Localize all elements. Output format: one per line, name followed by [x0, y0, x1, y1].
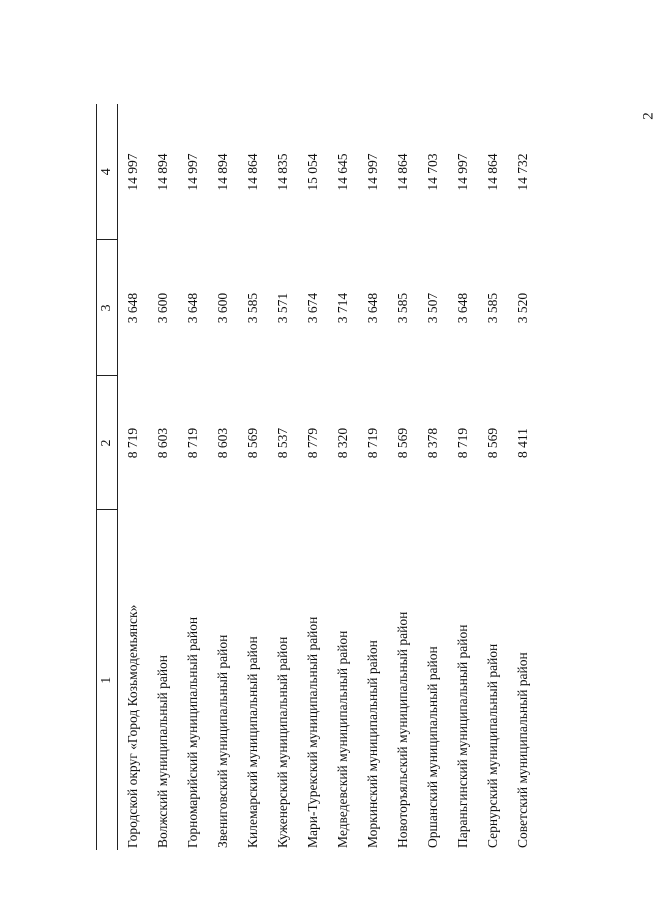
table-row [358, 104, 388, 850]
municipality-name-cell: Горномарийский муниципальный район [185, 616, 200, 848]
value-cell-col4: 14 997 [455, 153, 470, 191]
municipality-name-cell: Куженерский муниципальный район [275, 636, 290, 848]
municipality-name-cell: Советский муниципальный район [515, 652, 530, 848]
value-cell-col3: 3 585 [395, 292, 410, 324]
value-cell-col3: 3 600 [155, 292, 170, 324]
value-cell-col4: 14 997 [125, 153, 140, 191]
value-cell-col4: 14 864 [245, 153, 260, 191]
value-cell-col3: 3 648 [185, 292, 200, 324]
table-header [97, 104, 118, 850]
municipality-name-cell: Городской округ «Город Козьмодемьянск» [125, 604, 140, 848]
rotated-table-container [96, 104, 554, 850]
municipality-name-cell: Параньгинский муниципальный район [455, 624, 470, 848]
value-cell-col2: 8 320 [335, 427, 350, 459]
value-cell-col2: 8 719 [365, 427, 380, 459]
value-cell-col2: 8 569 [485, 427, 500, 459]
table-row [268, 104, 298, 850]
municipality-name-cell: Новоторъяльский муниципальный район [395, 611, 410, 848]
municipality-name-cell: Килемарский муниципальный район [245, 636, 260, 848]
value-cell-col3: 3 571 [275, 292, 290, 324]
value-cell-col4: 14 864 [395, 153, 410, 191]
value-cell-col2: 8 569 [395, 427, 410, 459]
value-cell-col2: 8 719 [125, 427, 140, 459]
value-cell-col4: 14 894 [215, 153, 230, 191]
value-cell-col4: 14 645 [335, 153, 350, 191]
municipality-name-cell: Звениговский муниципальный район [215, 634, 230, 848]
value-cell-col4: 14 894 [155, 153, 170, 191]
value-cell-col3: 3 648 [125, 292, 140, 324]
table-row [478, 104, 508, 850]
value-cell-col3: 3 520 [515, 292, 530, 324]
table-body [118, 104, 539, 850]
table-row [208, 104, 238, 850]
value-cell-col2: 8 569 [245, 427, 260, 459]
value-cell-col2: 8 719 [455, 427, 470, 459]
value-cell-col4: 14 997 [365, 153, 380, 191]
table-row [178, 104, 208, 850]
value-cell-col2: 8 378 [425, 427, 440, 459]
table-row [118, 104, 149, 850]
municipality-name-cell: Волжский муниципальный район [155, 654, 170, 848]
value-cell-col2: 8 603 [155, 427, 170, 459]
value-cell-col3: 3 648 [365, 292, 380, 324]
value-cell-col4: 14 835 [275, 153, 290, 191]
column-header-4: 4 [97, 104, 118, 240]
column-header-3: 3 [97, 240, 118, 376]
municipality-name-cell: Оршанский муниципальный район [425, 646, 440, 848]
municipality-name-cell: Сернурский муниципальный район [485, 643, 500, 848]
page-number: 2 [640, 112, 657, 120]
value-cell-col2: 8 603 [215, 427, 230, 459]
table-row [448, 104, 478, 850]
value-cell-col4: 14 864 [485, 153, 500, 191]
municipality-name-cell: Моркинский муниципальный район [365, 640, 380, 848]
column-header-2: 2 [97, 376, 118, 510]
value-cell-col3: 3 585 [485, 292, 500, 324]
data-table [96, 104, 538, 850]
value-cell-col2: 8 779 [305, 427, 320, 459]
table-row [388, 104, 418, 850]
table-row [298, 104, 328, 850]
value-cell-col3: 3 714 [335, 292, 350, 324]
table-row [418, 104, 448, 850]
municipality-name-cell: Мари-Турекский муниципальный район [305, 616, 320, 848]
value-cell-col3: 3 585 [245, 292, 260, 324]
value-cell-col2: 8 719 [185, 427, 200, 459]
table-row [148, 104, 178, 850]
column-header-1: 1 [97, 510, 118, 850]
value-cell-col4: 14 732 [515, 153, 530, 191]
municipality-name-cell: Медведевский муниципальный район [335, 630, 350, 848]
value-cell-col3: 3 600 [215, 292, 230, 324]
value-cell-col3: 3 507 [425, 292, 440, 324]
value-cell-col2: 8 537 [275, 427, 290, 459]
header-row [97, 104, 118, 850]
value-cell-col2: 8 411 [515, 428, 530, 458]
value-cell-col4: 15 054 [305, 153, 320, 191]
value-cell-col3: 3 648 [455, 292, 470, 324]
value-cell-col4: 14 703 [425, 153, 440, 191]
table-row [238, 104, 268, 850]
value-cell-col3: 3 674 [305, 292, 320, 324]
table-row [328, 104, 358, 850]
value-cell-col4: 14 997 [185, 153, 200, 191]
table-row [508, 104, 538, 850]
